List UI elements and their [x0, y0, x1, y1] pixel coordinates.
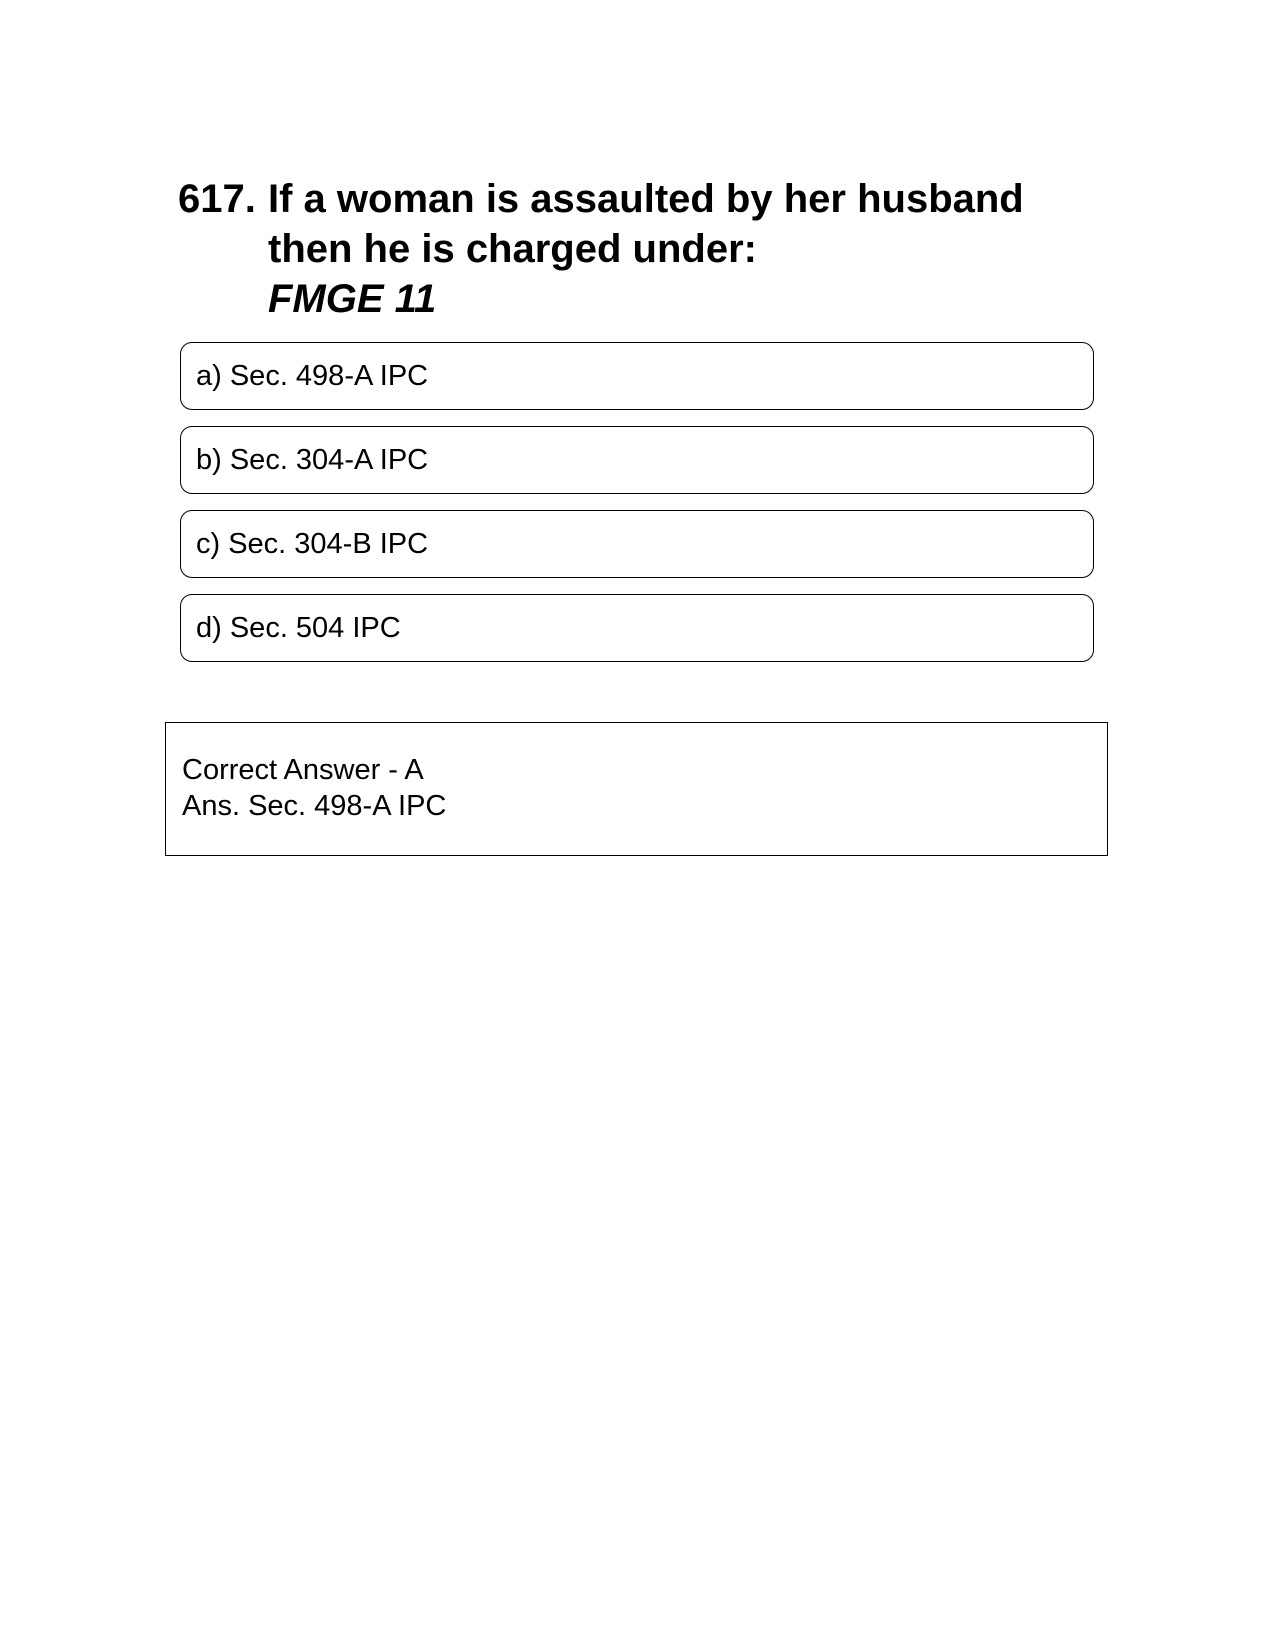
question-number: 617. [178, 177, 256, 221]
question-line-2: then he is charged under: [268, 227, 757, 271]
option-d[interactable] [180, 594, 1094, 662]
correct-answer: Correct Answer - A [182, 754, 424, 786]
answer-explanation: Ans. Sec. 498-A IPC [182, 790, 447, 822]
option-b[interactable] [180, 426, 1094, 494]
answer-box [165, 722, 1108, 856]
option-label: a) Sec. 498-A IPC [196, 359, 429, 392]
question-line-1: If a woman is assaulted by her husband [268, 177, 1024, 221]
question-source: FMGE 11 [268, 277, 437, 321]
question-text [268, 174, 1098, 324]
option-a[interactable] [180, 342, 1094, 410]
option-c[interactable] [180, 510, 1094, 578]
option-label: b) Sec. 304-A IPC [196, 443, 429, 476]
option-label: d) Sec. 504 IPC [196, 611, 401, 644]
options-list [180, 342, 1094, 678]
option-label: c) Sec. 304-B IPC [196, 527, 429, 560]
